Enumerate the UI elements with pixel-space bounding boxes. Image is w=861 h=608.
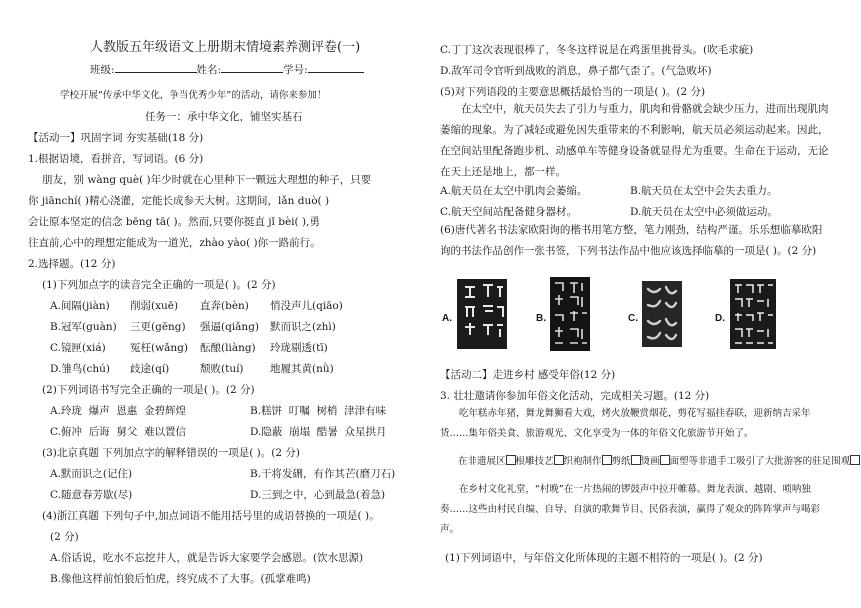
blank-box[interactable]: [660, 455, 670, 465]
option-d[interactable]: D.敌军司令官听到战败的消息，鼻子都气歪了。(气急败坏): [440, 65, 712, 77]
blank-box[interactable]: [506, 455, 516, 465]
option-c[interactable]: C.镜匣(xiá): [50, 342, 106, 354]
option-text: 地履其黄(nǜ): [270, 363, 334, 375]
option-text: 歧途(qí): [130, 363, 170, 375]
class-input[interactable]: [115, 62, 197, 73]
blank-box[interactable]: [554, 455, 564, 465]
activity-two-para-3: 在乡村文化礼堂，“村晚”在一片热闹的锣鼓声中拉开帷幕。舞龙表演、越剧、唢呐独奏……这些由村民自编、自导、自演的歌舞节目、民俗表演，赢得了观众的阵阵掌声与喝彩声。: [440, 484, 821, 535]
calligraphy-strokes-icon: [457, 279, 507, 349]
question-3-title: 3. 壮壮邀请你参加年俗文化活动，完成相关习题。(12 分): [440, 390, 710, 402]
option-a[interactable]: A.间隔(jiàn): [50, 300, 110, 312]
q2-2-stem: (2)下列词语书写完全正确的一项是( )。(2 分): [42, 384, 255, 396]
question-1-title: 1.根据语境，看拼音，写词语。(6 分): [28, 153, 204, 165]
activity-two-para-2-line-1: 在非遗展区 根雕技艺 织袍制作 剪纸 烫画 面塑等非遗手工吸引了大批游客的驻足围观: [458, 452, 860, 472]
option-c[interactable]: C.随意春芳歇(尽): [50, 489, 133, 501]
option-b[interactable]: B.航天员在太空中会失去重力。: [630, 185, 778, 197]
id-input[interactable]: [308, 62, 364, 73]
option-c[interactable]: C.丁丁这次表现很棒了，冬冬这样说是在鸡蛋里挑骨头。(吹毛求疵): [440, 44, 754, 56]
option-a[interactable]: A.俗话说，吃水不忘挖井人，就是告诉大家要学会感恩。(饮水思源): [50, 552, 364, 564]
option-text: 削弱(xuē): [130, 300, 179, 312]
calligraphy-image-a[interactable]: [457, 279, 507, 349]
option-c-label[interactable]: C.: [628, 313, 638, 324]
id-label: 学号:: [283, 64, 308, 76]
option-d-label[interactable]: D.: [715, 313, 725, 324]
q2-4-points: (2 分): [50, 531, 79, 543]
option-b[interactable]: B.像他这样前怕狼后怕虎，终究成不了大事。(孤掌难鸣): [50, 573, 311, 585]
option-text: 三更(gēng): [130, 321, 186, 333]
option-d[interactable]: D.三到之中，心到最急(着急): [250, 489, 386, 501]
blank-box[interactable]: [631, 455, 641, 465]
calligraphy-image-d[interactable]: [730, 279, 776, 349]
option-a[interactable]: A.航天员在太空中肌肉会萎缩。: [440, 185, 588, 197]
q2-4-stem: (4)浙江真题 下列句子中,加点词语不能用括号里的成语替换的一项是( )。: [42, 510, 380, 522]
q1-line-4: 往直前,心中的理想定能成为一道光，zhào yào( )你一路前行。: [28, 237, 321, 249]
q2-3-stem: (3)北京真题 下列加点字的解释错误的一项是( )。(2 分): [42, 447, 300, 459]
option-a[interactable]: A.默而识之(记住): [50, 468, 133, 480]
student-info-line: [90, 62, 364, 77]
option-text: 冤枉(wǎng): [130, 342, 188, 354]
q5-stem: (5)对下列语段的主要意思概括最恰当的一项是( )。(2 分): [440, 86, 706, 98]
activity-two-para-1: 吃年糕赤年猪，舞龙舞狮看大戏，烤火放鞭赏烟花，剪花写福挂春联，迎新纳吉采年货……集年俗美食、旅游观光、文化享受为一体的年俗文化旅游节开始了。: [440, 408, 811, 439]
calligraphy-image-c[interactable]: [642, 281, 682, 347]
name-label: 姓名:: [196, 64, 222, 76]
blank-box[interactable]: [602, 455, 612, 465]
activity-one-heading: 【活动一】巩固字词 夯实基础(18 分): [28, 132, 204, 144]
option-c[interactable]: C.俯冲 后诲 舅父 难以置信: [50, 426, 187, 438]
q2-1-stem: (1)下列加点字的读音完全正确的一项是( )。(2 分): [42, 279, 276, 291]
option-b[interactable]: B.冠军(guàn): [50, 321, 117, 333]
option-d[interactable]: D.雏鸟(chú): [50, 363, 110, 375]
q6-stem: (6)唐代著名书法家欧阳询的楷书用笔方整，笔力刚劲，结构严谨。乐乐想临摹欧阳询的书法作品创作一张书签，下列书法作品中他应该选择临摹的一项是( )。(2 分): [440, 224, 823, 257]
option-text: 默而识之(zhì): [270, 321, 336, 333]
option-d[interactable]: D.航天员在太空中必须做运动。: [630, 206, 778, 218]
calligraphy-image-b[interactable]: [550, 277, 590, 351]
option-a[interactable]: A.玲珑 爆声 恩惠 金碧辉煌: [50, 405, 186, 417]
option-text: 悄没声儿(qiāo): [270, 300, 343, 312]
q1-line-2: 你 jiānchí( )精心浇灌，定能长成参天大树。这期间，lǎn duò( ): [28, 195, 330, 207]
calligraphy-strokes-icon: [642, 281, 682, 347]
option-text: 强逼(qiǎng): [200, 321, 260, 333]
option-c[interactable]: C.航天空间站配备健身器材。: [440, 206, 577, 218]
option-b[interactable]: B.干将发硎，有作其芒(磨刀石): [250, 468, 396, 480]
q3-1-stem: (1)下列词语中，与年俗文化所体现的主题不相符的一项是( )。(2 分): [445, 552, 763, 564]
question-2-title: 2.选择题。(12 分): [28, 258, 116, 270]
option-d[interactable]: D.隐蔽 崩塌 酷暑 众星拱月: [250, 426, 387, 438]
task-one-heading: 任务一：承中华文化，铺坚实基石: [145, 111, 303, 123]
page-title: 人教版五年级语文上册期末情境素养测评卷(一): [90, 40, 361, 55]
q1-line-1: 朋友，别 wàng què( )年少时就在心里种下一颗远大理想的种子，只要: [42, 174, 372, 186]
q5-passage: 在太空中，航天员失去了引力与重力，肌肉和骨骼就会缺少压力，进而出现肌肉萎缩的现象。为了减轻或避免因失重带来的不利影响，航天员必须运动起来。因此，在空间站里配备跑步机、动感单车等健身设备就显得尤为重要。生命在于运动，无论在天上还是地上，都一样。: [440, 103, 829, 178]
option-b[interactable]: B.糕饼 叮嘱 树梢 津津有味: [250, 405, 387, 417]
option-a-label[interactable]: A.: [442, 313, 452, 324]
calligraphy-strokes-icon: [730, 279, 776, 349]
activity-two-heading: 【活动二】走进乡村 感受年俗(12 分): [440, 369, 616, 381]
q1-line-3: 会让原本坚定的信念 bēng tā( )。然而,只要你挺直 jǐ bèi( ),勇: [28, 216, 320, 228]
name-input[interactable]: [221, 62, 283, 73]
class-label: 班级:: [90, 64, 115, 76]
blank-box[interactable]: [850, 455, 860, 465]
option-text: 直奔(bèn): [200, 300, 249, 312]
calligraphy-strokes-icon: [550, 277, 590, 351]
option-text: 玲珑剔透(tī): [270, 342, 328, 354]
option-b-label[interactable]: B.: [536, 313, 546, 324]
slogan: 学校开展“传承中华文化，争当优秀少年”的活动，请你来参加！: [60, 90, 327, 101]
option-text: 酝酿(liàng): [200, 342, 256, 354]
option-text: 颓败(tuí): [200, 363, 244, 375]
